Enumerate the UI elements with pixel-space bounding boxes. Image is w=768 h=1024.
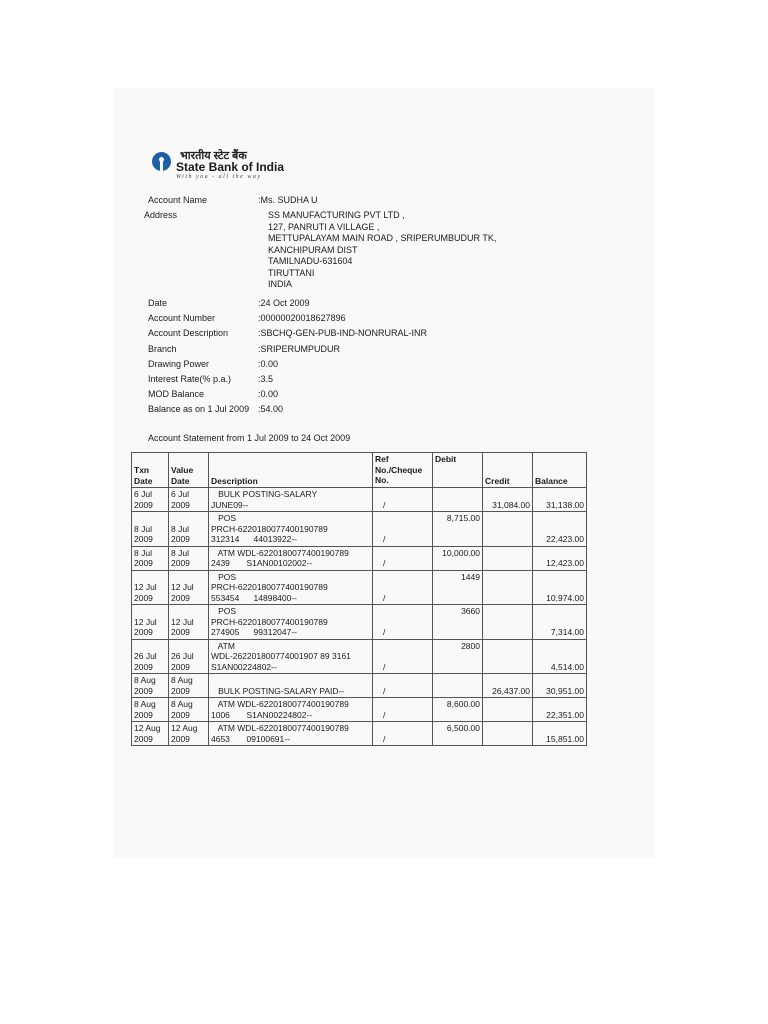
table-header-row (132, 453, 587, 488)
account-description-value: :SBCHQ-GEN-PUB-IND-NONRURAL-INR (258, 328, 428, 338)
cell-value-date: 6 Jul 2009 (169, 488, 209, 512)
cell-txn-date: 6 Jul 2009 (132, 488, 169, 512)
statement-title: Account Statement from 1 Jul 2009 to 24 Oct 2009 (148, 433, 351, 443)
cell-description (209, 722, 373, 746)
cell-ref: / (373, 546, 433, 570)
cell-description (209, 546, 373, 570)
cell-description (209, 698, 373, 722)
description-text: POS PRCH-6220180077400190789 553454 14898400-- (211, 571, 328, 603)
drawing-power-value: :0.00 (258, 359, 279, 369)
header-description: Description (209, 453, 373, 488)
transactions-body (132, 488, 587, 746)
header-ref: Ref No./Cheque No. (373, 453, 433, 488)
cell-description (209, 488, 373, 512)
header-credit: Credit (483, 453, 533, 488)
cell-balance: 15,851.00 (533, 722, 587, 746)
cell-txn-date: 8 Jul 2009 (132, 512, 169, 547)
cell-ref: / (373, 722, 433, 746)
cell-value-date: 12 Aug 2009 (169, 722, 209, 746)
cell-debit: 3660 (433, 605, 483, 640)
header-value-date: Value Date (169, 453, 209, 488)
address-line: INDIA (268, 279, 293, 289)
description-text: POS PRCH-6220180077400190789 312314 44013922-- (211, 513, 328, 544)
transactions-table (131, 452, 587, 746)
branch-value: :SRIPERUMPUDUR (258, 344, 341, 354)
cell-txn-date: 12 Aug 2009 (132, 722, 169, 746)
cell-credit (483, 570, 533, 605)
table-row (132, 512, 587, 547)
cell-txn-date: 26 Jul 2009 (132, 639, 169, 674)
table-row (132, 674, 587, 698)
address-label: Address (144, 210, 178, 220)
cell-description (209, 674, 373, 698)
bank-name: State Bank of India (176, 160, 285, 174)
bank-hindi-name: भारतीय स्टेट बैंक (180, 150, 247, 162)
table-row (132, 488, 587, 512)
mod-balance-label: MOD Balance (148, 389, 205, 399)
address-line: TIRUTTANI (268, 267, 315, 278)
account-number-label: Account Number (148, 313, 216, 323)
description-text: ATM WDL-6220180077400190789 1006 S1AN00224802-- (211, 699, 349, 720)
account-name-value: :Ms. SUDHA U (258, 195, 318, 205)
cell-debit (433, 488, 483, 512)
cell-balance: 12,423.00 (533, 546, 587, 570)
cell-debit: 1449 (433, 570, 483, 605)
mod-balance-value: :0.00 (258, 389, 279, 399)
cell-credit (483, 639, 533, 674)
cell-description (209, 570, 373, 605)
cell-value-date: 26 Jul 2009 (169, 639, 209, 674)
cell-debit: 10,000.00 (433, 546, 483, 570)
interest-rate-value: :3.5 (258, 374, 274, 384)
cell-description (209, 605, 373, 640)
interest-rate-label: Interest Rate(% p.a.) (148, 374, 232, 384)
drawing-power-label: Drawing Power (148, 359, 210, 369)
cell-ref: / (373, 488, 433, 512)
branch-label: Branch (148, 344, 177, 354)
cell-balance: 22,423.00 (533, 512, 587, 547)
cell-txn-date: 8 Jul 2009 (132, 546, 169, 570)
table-row (132, 546, 587, 570)
cell-debit: 8,715.00 (433, 512, 483, 547)
cell-credit: 31,084.00 (483, 488, 533, 512)
cell-debit: 6,500.00 (433, 722, 483, 746)
cell-balance: 4,514.00 (533, 639, 587, 674)
opening-balance-value: :54.00 (258, 404, 284, 414)
cell-ref: / (373, 639, 433, 674)
cell-debit: 8,600.00 (433, 698, 483, 722)
cell-value-date: 8 Jul 2009 (169, 546, 209, 570)
cell-description (209, 512, 373, 547)
account-description-label: Account Description (148, 328, 229, 338)
date-value: :24 Oct 2009 (258, 298, 310, 308)
description-text: POS PRCH-6220180077400190789 274905 99312047-- (211, 606, 328, 637)
header-balance: Balance (533, 453, 587, 488)
address-line: KANCHIPURAM DIST (268, 244, 358, 255)
header-debit: Debit (433, 453, 483, 488)
address-line: METTUPALAYAM MAIN ROAD , SRIPERUMBUDUR TK, (268, 233, 497, 243)
cell-credit (483, 698, 533, 722)
address-line: SS MANUFACTURING PVT LTD , (268, 210, 405, 220)
cell-ref: / (373, 674, 433, 698)
opening-balance-label: Balance as on 1 Jul 2009 (148, 404, 250, 414)
cell-value-date: 8 Aug 2009 (169, 674, 209, 698)
cell-ref: / (373, 698, 433, 722)
cell-ref: / (373, 605, 433, 640)
cell-credit (483, 605, 533, 640)
header-txn-date: Txn Date (132, 453, 169, 488)
table-row (132, 605, 587, 640)
description-text: ATM WDL-6220180077400190789 4653 09100691-- (211, 723, 349, 744)
date-label: Date (148, 298, 168, 308)
cell-balance: 31,138.00 (533, 488, 587, 512)
cell-credit (483, 546, 533, 570)
table-row (132, 698, 587, 722)
cell-balance: 22,351.00 (533, 698, 587, 722)
cell-value-date: 12 Jul 2009 (169, 605, 209, 640)
description-text: ATM WDL-262201800774001907 89 3161 S1AN00224802-- (211, 640, 351, 672)
cell-credit (483, 512, 533, 547)
address-line: TAMILNADU-631604 (268, 256, 353, 266)
cell-txn-date: 8 Aug 2009 (132, 698, 169, 722)
description-text: BULK POSTING-SALARY PAID-- (211, 685, 345, 696)
cell-txn-date: 12 Jul 2009 (132, 605, 169, 640)
cell-balance: 7,314.00 (533, 605, 587, 640)
cell-txn-date: 8 Aug 2009 (132, 674, 169, 698)
sbi-keyhole-icon (152, 152, 171, 171)
cell-value-date: 12 Jul 2009 (169, 570, 209, 605)
description-text: ATM WDL-6220180077400190789 2439 S1AN00102002-- (211, 547, 349, 568)
address-block (268, 210, 496, 291)
cell-balance: 10,974.00 (533, 570, 587, 605)
cell-debit: 2800 (433, 639, 483, 674)
cell-credit (483, 722, 533, 746)
table-row (132, 639, 587, 674)
description-text: BULK POSTING-SALARY JUNE09-- (211, 489, 318, 510)
table-row (132, 570, 587, 605)
cell-ref: / (373, 512, 433, 547)
address-line: 127, PANRUTI A VILLAGE , (268, 221, 380, 232)
account-number-value: :00000020018627896 (258, 313, 346, 323)
cell-ref: / (373, 570, 433, 605)
cell-credit: 26,437.00 (483, 674, 533, 698)
cell-value-date: 8 Aug 2009 (169, 698, 209, 722)
cell-description (209, 639, 373, 674)
table-row (132, 722, 587, 746)
account-name-label: Account Name (148, 195, 208, 205)
bank-tagline: With you - all the way (176, 174, 262, 180)
cell-value-date: 8 Jul 2009 (169, 512, 209, 547)
cell-txn-date: 12 Jul 2009 (132, 570, 169, 605)
cell-balance: 30,951.00 (533, 674, 587, 698)
cell-debit (433, 674, 483, 698)
